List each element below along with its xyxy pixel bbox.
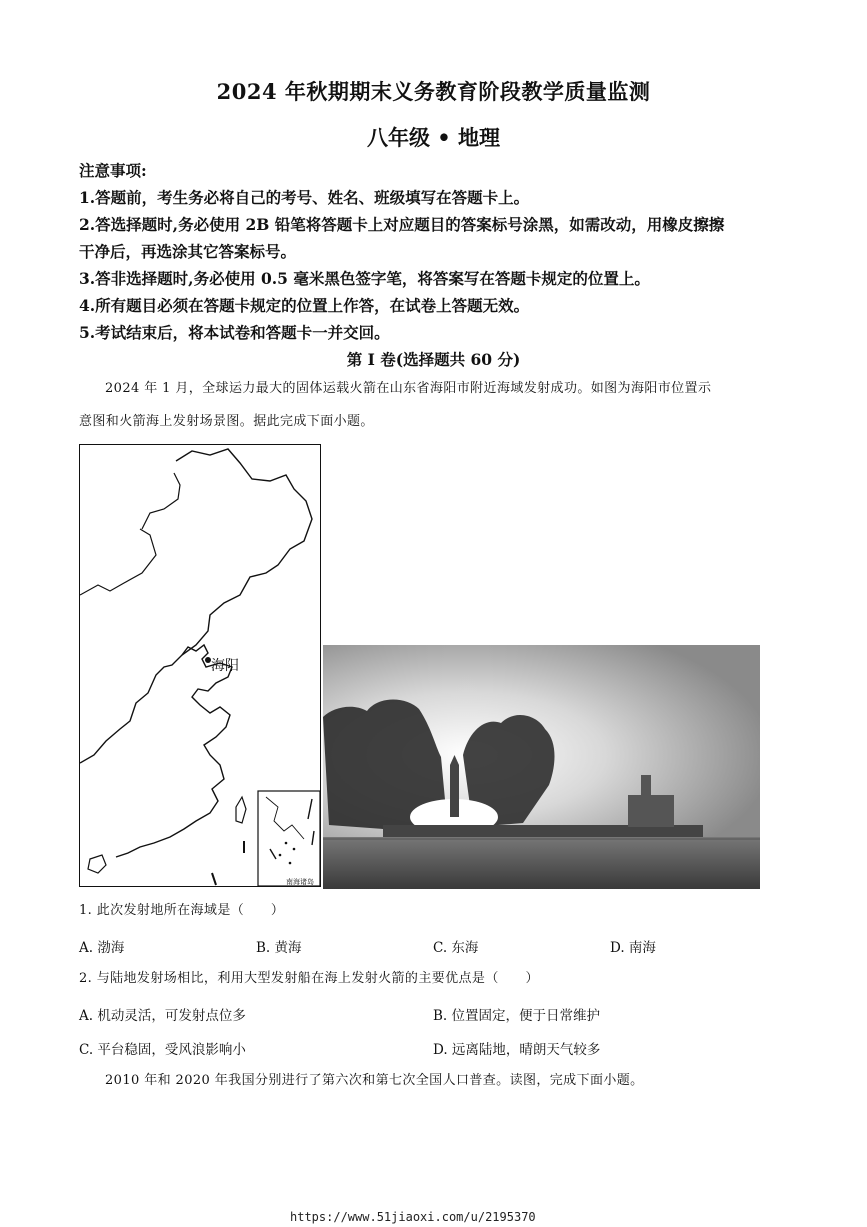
map-label-haiyang: 海阳 xyxy=(211,658,239,674)
q2-option-b[interactable]: B. 位置固定，便于日常维护 xyxy=(433,1008,601,1024)
exam-title: 2024 年秋期期末义务教育阶段教学质量监测 xyxy=(216,79,651,104)
q2-option-a[interactable]: A. 机动灵活，可发射点位多 xyxy=(79,1008,246,1024)
notice-item-4: 4.所有题目必须在答题卡规定的位置上作答，在试卷上答题无效。 xyxy=(79,296,530,315)
notice-heading: 注意事项: xyxy=(79,161,147,180)
location-map xyxy=(79,444,321,887)
q1-option-b[interactable]: B. 黄海 xyxy=(256,940,302,956)
footer-url[interactable]: https://www.51jiaoxi.com/u/2195370 xyxy=(290,1210,536,1224)
q2-option-c[interactable]: C. 平台稳固，受风浪影响小 xyxy=(79,1042,246,1058)
q1-option-c[interactable]: C. 东海 xyxy=(433,940,479,956)
notice-item-5: 5.考试结束后，将本试卷和答题卡一并交回。 xyxy=(79,323,390,342)
map-inset-label: 南海诸岛 xyxy=(286,878,314,886)
rocket-launch-photo xyxy=(323,645,760,889)
q1-option-d[interactable]: D. 南海 xyxy=(610,940,656,956)
notice-item-2: 2.答选择题时,务必使用 2B 铅笔将答题卡上对应题目的答案标号涂黑，如需改动，用橡皮擦擦 xyxy=(79,215,725,234)
q2-option-d[interactable]: D. 远离陆地，晴朗天气较多 xyxy=(433,1042,601,1058)
notice-item-1: 1.答题前，考生务必将自己的考号、姓名、班级填写在答题卡上。 xyxy=(79,188,530,207)
notice-item-3: 3.答非选择题时,务必使用 0.5 毫米黑色签字笔，将答案写在答题卡规定的位置上。 xyxy=(79,269,650,288)
q1-option-a[interactable]: A. 渤海 xyxy=(79,940,125,956)
notice-item-2-cont: 干净后，再选涂其它答案标号。 xyxy=(79,242,297,261)
exam-subtitle: 八年级 • 地理 xyxy=(366,125,501,150)
question-1-stem: 1. 此次发射地所在海域是（ ） xyxy=(79,903,285,918)
question-2-stem: 2. 与陆地发射场相比，利用大型发射船在海上发射火箭的主要优点是（ ） xyxy=(79,971,539,986)
intro-line-1: 2024 年 1 月，全球运力最大的固体运载火箭在山东省海阳市附近海域发射成功。如图为海阳市位置示 xyxy=(105,381,712,396)
section-title: 第 I 卷(选择题共 60 分) xyxy=(346,350,521,369)
map-outline-svg xyxy=(80,445,321,887)
launch-photo-svg xyxy=(323,645,760,889)
intro-2: 2010 年和 2020 年我国分别进行了第六次和第七次全国人口普查。读图，完成下面小题。 xyxy=(105,1073,644,1088)
intro-line-2: 意图和火箭海上发射场景图。据此完成下面小题。 xyxy=(79,414,374,429)
